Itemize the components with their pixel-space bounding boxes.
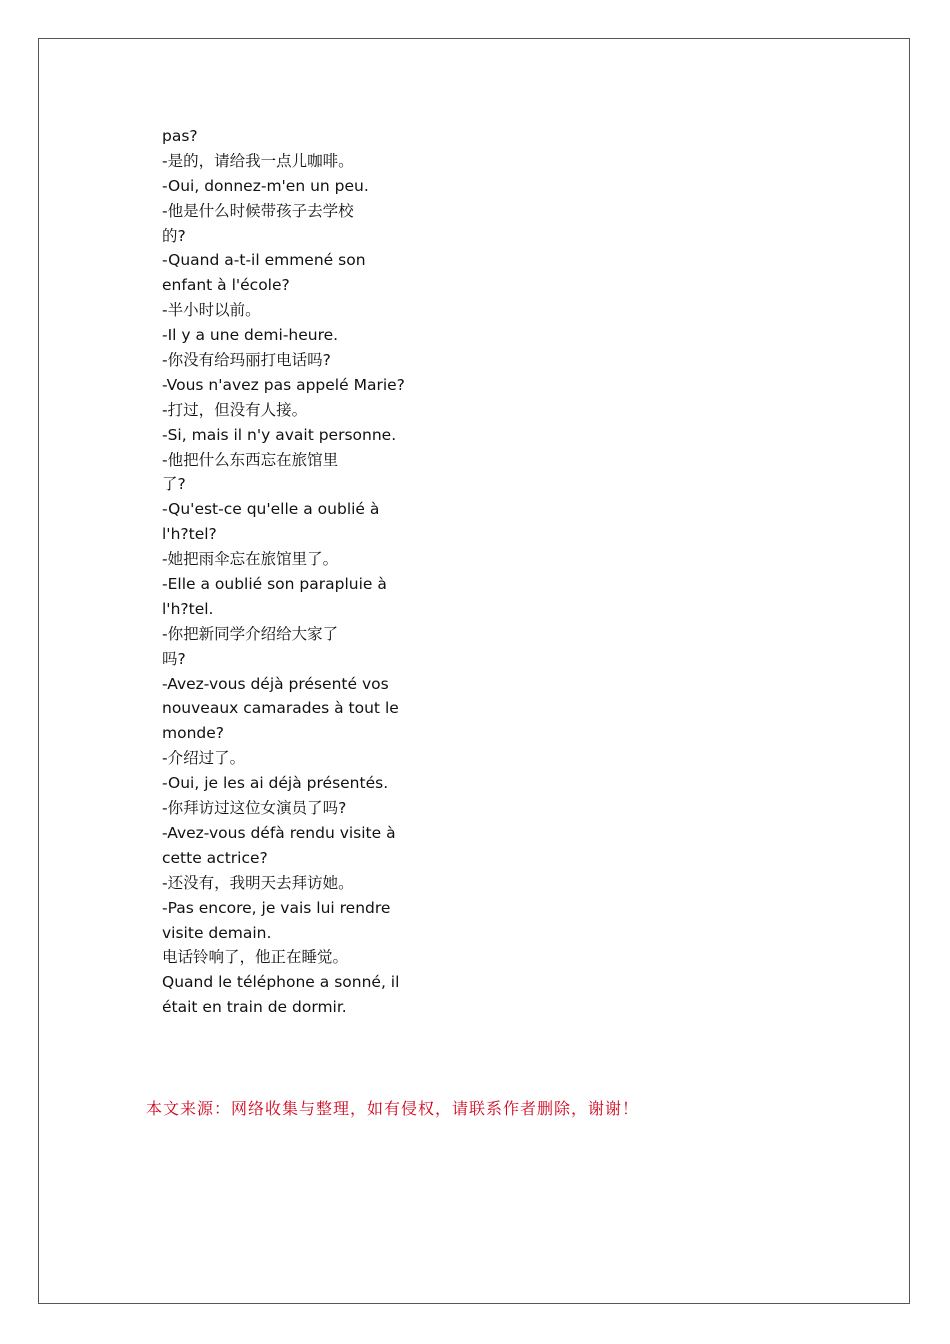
text-line: -Pas encore, je vais lui rendre	[162, 898, 391, 917]
text-line: pas?	[162, 127, 198, 145]
text-line: -Avez-vous défà rendu visite à	[162, 823, 396, 842]
text-line: -Elle a oublié son parapluie à	[162, 575, 387, 594]
text-line: -Qu'est-ce qu'elle a oublié à	[162, 500, 380, 519]
text-line: enfant à l'école?	[162, 276, 290, 295]
text-line: l'h?tel.	[162, 599, 214, 618]
text-line: 电话铃响了，他正在睡觉。	[162, 948, 349, 967]
dialogue-text	[162, 124, 422, 1020]
text-line: -Vous n'avez pas appelé Marie?	[162, 375, 405, 394]
text-line: -半小时以前。	[162, 301, 261, 320]
text-line: cette actrice?	[162, 848, 268, 867]
text-line: -他是什么时候带孩子去学校	[162, 201, 354, 220]
text-line: -她把雨伞忘在旅馆里了。	[162, 550, 339, 569]
text-line: -Il y a une demi-heure.	[162, 326, 339, 345]
text-line: l'h?tel?	[162, 525, 217, 544]
text-line: -你没有给玛丽打电话吗?	[162, 351, 331, 370]
text-line: -Oui, je les ai déjà présentés.	[162, 774, 389, 793]
source-note: 本文来源：网络收集与整理，如有侵权，请联系作者删除，谢谢！	[146, 1099, 640, 1118]
text-line: visite demain.	[162, 923, 272, 942]
text-line: 了?	[162, 475, 186, 494]
text-line: monde?	[162, 724, 225, 743]
text-line: -Si, mais il n'y avait personne.	[162, 425, 397, 444]
text-line: -打过，但没有人接。	[162, 400, 308, 419]
text-line: -介绍过了。	[162, 749, 246, 768]
text-line: -你把新同学介绍给大家了	[162, 624, 339, 643]
text-line: était en train de dormir.	[162, 998, 347, 1017]
text-line: -Oui, donnez-m'en un peu.	[162, 176, 369, 195]
text-line: -是的，请给我一点儿咖啡。	[162, 151, 354, 170]
text-line: nouveaux camarades à tout le	[162, 699, 399, 718]
text-line: 吗?	[162, 649, 186, 668]
text-line: -Quand a-t-il emmené son	[162, 251, 366, 270]
text-line: -还没有，我明天去拜访她。	[162, 873, 354, 892]
text-line: -Avez-vous déjà présenté vos	[162, 674, 389, 693]
text-line: -你拜访过这位女演员了吗?	[162, 799, 347, 818]
text-line: -他把什么东西忘在旅馆里	[162, 450, 339, 469]
text-line: 的?	[162, 226, 186, 245]
text-line: Quand le téléphone a sonné, il	[162, 973, 400, 992]
